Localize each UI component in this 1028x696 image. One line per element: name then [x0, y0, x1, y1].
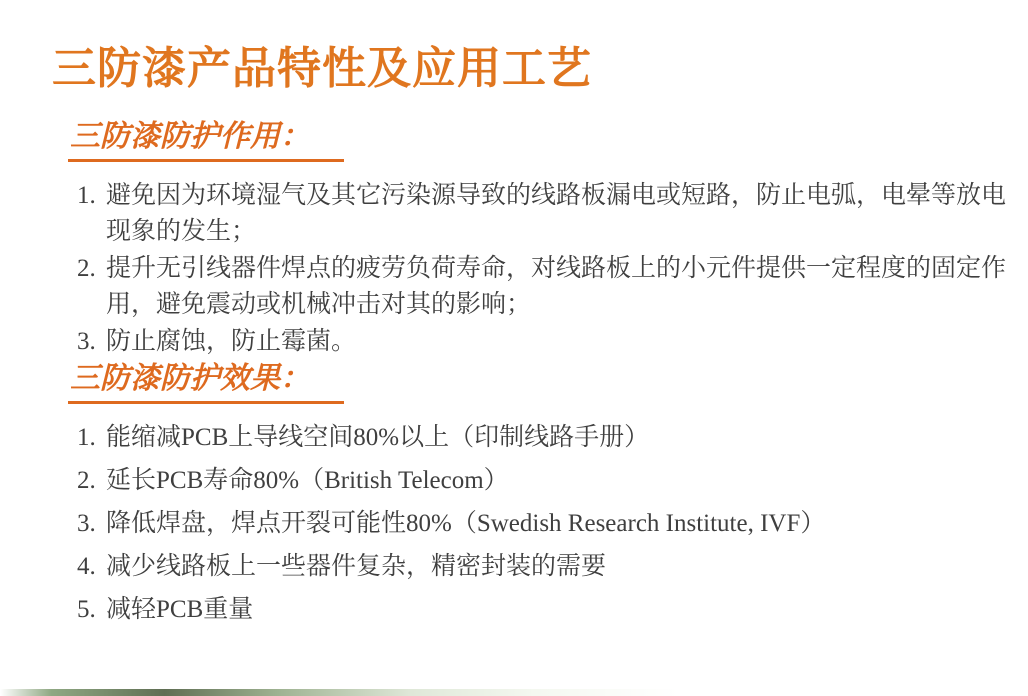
- section-protection-effects: [0, 362, 1028, 635]
- list-item: 1. 避免因为环境湿气及其它污染源导致的线路板漏电或短路，防止电弧，电晕等放电现象的发生；: [102, 178, 1014, 250]
- list-item: 4. 减少线路板上一些器件复杂，精密封装的需要: [102, 549, 1014, 585]
- list-item: 5. 减轻PCB重量: [102, 592, 1014, 628]
- list-item: 2. 延长PCB寿命80%（British Telecom）: [102, 463, 1014, 499]
- protection-effects-list: [58, 420, 1014, 628]
- section-protection-functions: [0, 120, 1028, 361]
- section-heading-protection-effects: 三防漆防护效果：: [68, 362, 344, 404]
- page-title: 三防漆产品特性及应用工艺: [52, 44, 592, 93]
- list-item: 3. 防止腐蚀，防止霉菌。: [102, 324, 1014, 360]
- list-item: 1. 能缩减PCB上导线空间80%以上（印制线路手册）: [102, 420, 1014, 456]
- list-item: 2. 提升无引线器件焊点的疲劳负荷寿命，对线路板上的小元件提供一定程度的固定作用，避免震动或机械冲击对其的影响；: [102, 251, 1014, 323]
- section-heading-protection-functions: 三防漆防护作用：: [68, 120, 344, 162]
- list-item: 3. 降低焊盘，焊点开裂可能性80%（Swedish Research Institute, IVF）: [102, 506, 1014, 542]
- bottom-accent-bar: [0, 689, 1028, 696]
- protection-functions-list: [58, 178, 1014, 360]
